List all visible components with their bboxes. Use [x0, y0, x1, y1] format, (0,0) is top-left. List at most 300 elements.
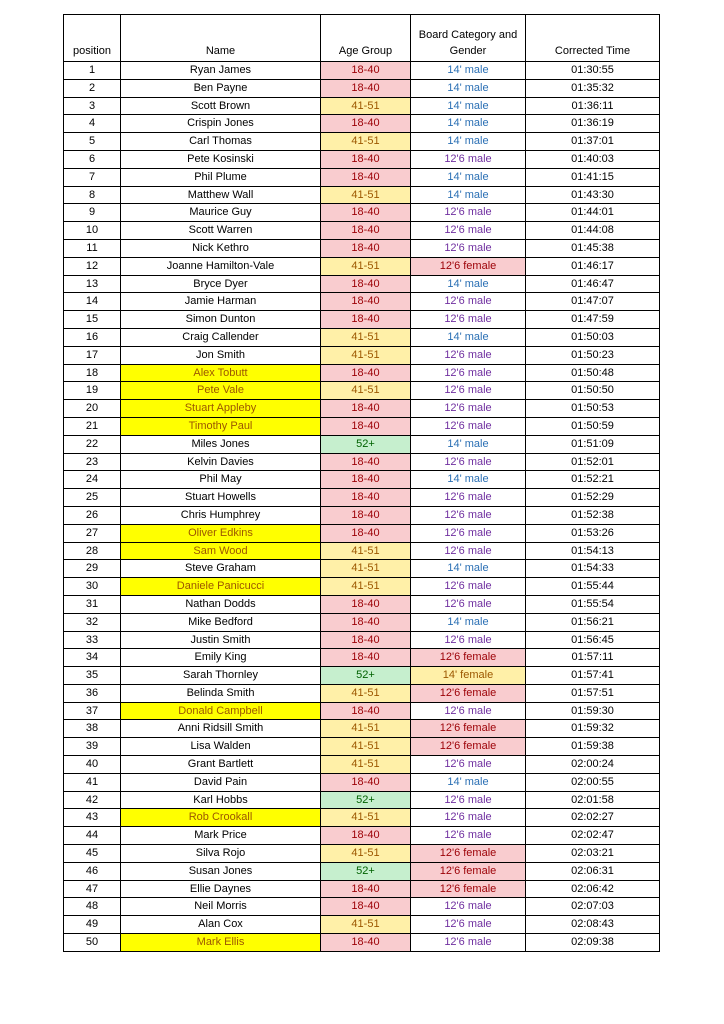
board-category-cell: 12'6 male	[411, 400, 526, 418]
board-category-cell: 14' male	[411, 275, 526, 293]
age-group-cell: 41-51	[321, 720, 411, 738]
corrected-time-cell: 01:51:09	[526, 435, 660, 453]
age-group-cell: 18-40	[321, 293, 411, 311]
corrected-time-cell: 01:57:11	[526, 649, 660, 667]
position-cell: 29	[64, 560, 121, 578]
position-cell: 50	[64, 934, 121, 952]
name-cell: Pete Vale	[121, 382, 321, 400]
name-cell: Nick Kethro	[121, 239, 321, 257]
position-cell: 46	[64, 862, 121, 880]
corrected-time-cell: 02:06:31	[526, 862, 660, 880]
table-row	[64, 667, 660, 685]
position-cell: 44	[64, 827, 121, 845]
age-group-cell: 18-40	[321, 631, 411, 649]
table-row	[64, 916, 660, 934]
corrected-time-cell: 01:47:07	[526, 293, 660, 311]
age-group-cell: 41-51	[321, 684, 411, 702]
table-row	[64, 631, 660, 649]
age-group-cell: 18-40	[321, 934, 411, 952]
board-category-cell: 12'6 male	[411, 542, 526, 560]
board-category-cell: 12'6 male	[411, 702, 526, 720]
corrected-time-cell: 01:59:38	[526, 738, 660, 756]
board-category-cell: 14' male	[411, 560, 526, 578]
board-category-cell: 12'6 male	[411, 898, 526, 916]
name-cell: Justin Smith	[121, 631, 321, 649]
corrected-time-cell: 01:50:23	[526, 346, 660, 364]
header-age-group: Age Group	[321, 15, 411, 62]
position-cell: 12	[64, 257, 121, 275]
position-cell: 41	[64, 773, 121, 791]
name-cell: Belinda Smith	[121, 684, 321, 702]
age-group-cell: 18-40	[321, 168, 411, 186]
name-cell: Grant Bartlett	[121, 756, 321, 774]
position-cell: 33	[64, 631, 121, 649]
table-row	[64, 257, 660, 275]
corrected-time-cell: 02:08:43	[526, 916, 660, 934]
corrected-time-cell: 01:40:03	[526, 150, 660, 168]
corrected-time-cell: 01:50:50	[526, 382, 660, 400]
age-group-cell: 18-40	[321, 898, 411, 916]
header-name: Name	[121, 15, 321, 62]
corrected-time-cell: 01:30:55	[526, 62, 660, 80]
name-cell: Phil Plume	[121, 168, 321, 186]
age-group-cell: 18-40	[321, 150, 411, 168]
board-category-cell: 14' female	[411, 667, 526, 685]
board-category-cell: 12'6 female	[411, 845, 526, 863]
corrected-time-cell: 02:03:21	[526, 845, 660, 863]
age-group-cell: 18-40	[321, 471, 411, 489]
age-group-cell: 18-40	[321, 239, 411, 257]
position-cell: 14	[64, 293, 121, 311]
corrected-time-cell: 01:55:44	[526, 578, 660, 596]
position-cell: 20	[64, 400, 121, 418]
board-category-cell: 14' male	[411, 133, 526, 151]
name-cell: Karl Hobbs	[121, 791, 321, 809]
name-cell: Donald Campbell	[121, 702, 321, 720]
corrected-time-cell: 01:52:01	[526, 453, 660, 471]
board-category-cell: 14' male	[411, 435, 526, 453]
table-row	[64, 471, 660, 489]
age-group-cell: 18-40	[321, 453, 411, 471]
table-row	[64, 684, 660, 702]
board-category-cell: 12'6 male	[411, 204, 526, 222]
table-row	[64, 595, 660, 613]
header-corrected-time: Corrected Time	[526, 15, 660, 62]
position-cell: 3	[64, 97, 121, 115]
name-cell: Susan Jones	[121, 862, 321, 880]
position-cell: 45	[64, 845, 121, 863]
board-category-cell: 12'6 female	[411, 880, 526, 898]
board-category-cell: 14' male	[411, 328, 526, 346]
board-category-cell: 12'6 male	[411, 311, 526, 329]
name-cell: Oliver Edkins	[121, 524, 321, 542]
age-group-cell: 41-51	[321, 756, 411, 774]
position-cell: 35	[64, 667, 121, 685]
corrected-time-cell: 02:01:58	[526, 791, 660, 809]
name-cell: Kelvin Davies	[121, 453, 321, 471]
name-cell: Anni Ridsill Smith	[121, 720, 321, 738]
name-cell: Sam Wood	[121, 542, 321, 560]
position-cell: 47	[64, 880, 121, 898]
board-category-cell: 14' male	[411, 613, 526, 631]
position-cell: 27	[64, 524, 121, 542]
corrected-time-cell: 01:44:08	[526, 222, 660, 240]
table-row	[64, 862, 660, 880]
table-row	[64, 133, 660, 151]
position-cell: 21	[64, 417, 121, 435]
table-row	[64, 435, 660, 453]
board-category-cell: 12'6 male	[411, 293, 526, 311]
age-group-cell: 41-51	[321, 257, 411, 275]
table-row	[64, 898, 660, 916]
position-cell: 17	[64, 346, 121, 364]
name-cell: Phil May	[121, 471, 321, 489]
corrected-time-cell: 01:46:17	[526, 257, 660, 275]
age-group-cell: 52+	[321, 862, 411, 880]
age-group-cell: 18-40	[321, 880, 411, 898]
header-board-category-line2: Gender	[449, 45, 487, 57]
table-row	[64, 293, 660, 311]
table-header	[64, 15, 660, 62]
position-cell: 37	[64, 702, 121, 720]
position-cell: 22	[64, 435, 121, 453]
corrected-time-cell: 01:50:03	[526, 328, 660, 346]
table-row	[64, 560, 660, 578]
corrected-time-cell: 01:41:15	[526, 168, 660, 186]
age-group-cell: 18-40	[321, 417, 411, 435]
corrected-time-cell: 01:52:38	[526, 506, 660, 524]
age-group-cell: 18-40	[321, 524, 411, 542]
name-cell: Matthew Wall	[121, 186, 321, 204]
table-row	[64, 97, 660, 115]
name-cell: Lisa Walden	[121, 738, 321, 756]
corrected-time-cell: 01:36:19	[526, 115, 660, 133]
position-cell: 25	[64, 489, 121, 507]
name-cell: Ryan James	[121, 62, 321, 80]
table-row	[64, 738, 660, 756]
position-cell: 39	[64, 738, 121, 756]
age-group-cell: 18-40	[321, 62, 411, 80]
board-category-cell: 12'6 female	[411, 649, 526, 667]
position-cell: 2	[64, 79, 121, 97]
table-row	[64, 400, 660, 418]
position-cell: 18	[64, 364, 121, 382]
board-category-cell: 14' male	[411, 471, 526, 489]
board-category-cell: 12'6 male	[411, 222, 526, 240]
header-board-category	[411, 15, 526, 62]
header-position: position	[64, 15, 121, 62]
table-row	[64, 239, 660, 257]
board-category-cell: 12'6 male	[411, 150, 526, 168]
corrected-time-cell: 01:57:51	[526, 684, 660, 702]
table-row	[64, 578, 660, 596]
age-group-cell: 18-40	[321, 489, 411, 507]
name-cell: Joanne Hamilton-Vale	[121, 257, 321, 275]
age-group-cell: 41-51	[321, 809, 411, 827]
board-category-cell: 12'6 male	[411, 506, 526, 524]
board-category-cell: 12'6 male	[411, 239, 526, 257]
age-group-cell: 18-40	[321, 364, 411, 382]
table-row	[64, 204, 660, 222]
name-cell: David Pain	[121, 773, 321, 791]
age-group-cell: 41-51	[321, 186, 411, 204]
board-category-cell: 12'6 male	[411, 346, 526, 364]
corrected-time-cell: 01:43:30	[526, 186, 660, 204]
corrected-time-cell: 01:36:11	[526, 97, 660, 115]
age-group-cell: 52+	[321, 791, 411, 809]
name-cell: Rob Crookall	[121, 809, 321, 827]
board-category-cell: 12'6 male	[411, 595, 526, 613]
table-row	[64, 756, 660, 774]
age-group-cell: 52+	[321, 667, 411, 685]
board-category-cell: 14' male	[411, 79, 526, 97]
name-cell: Emily King	[121, 649, 321, 667]
age-group-cell: 18-40	[321, 79, 411, 97]
board-category-cell: 12'6 male	[411, 756, 526, 774]
corrected-time-cell: 02:09:38	[526, 934, 660, 952]
name-cell: Ben Payne	[121, 79, 321, 97]
table-row	[64, 649, 660, 667]
table-row	[64, 489, 660, 507]
position-cell: 32	[64, 613, 121, 631]
age-group-cell: 41-51	[321, 346, 411, 364]
table-row	[64, 115, 660, 133]
board-category-cell: 14' male	[411, 115, 526, 133]
age-group-cell: 18-40	[321, 222, 411, 240]
table-row	[64, 524, 660, 542]
name-cell: Carl Thomas	[121, 133, 321, 151]
board-category-cell: 12'6 female	[411, 862, 526, 880]
position-cell: 40	[64, 756, 121, 774]
name-cell: Alan Cox	[121, 916, 321, 934]
name-cell: Crispin Jones	[121, 115, 321, 133]
position-cell: 31	[64, 595, 121, 613]
table-row	[64, 168, 660, 186]
name-cell: Timothy Paul	[121, 417, 321, 435]
corrected-time-cell: 01:54:33	[526, 560, 660, 578]
name-cell: Jamie Harman	[121, 293, 321, 311]
name-cell: Silva Rojo	[121, 845, 321, 863]
position-cell: 24	[64, 471, 121, 489]
table-row	[64, 417, 660, 435]
name-cell: Stuart Appleby	[121, 400, 321, 418]
position-cell: 19	[64, 382, 121, 400]
table-row	[64, 382, 660, 400]
position-cell: 9	[64, 204, 121, 222]
table-row	[64, 773, 660, 791]
board-category-cell: 12'6 female	[411, 738, 526, 756]
board-category-cell: 12'6 male	[411, 453, 526, 471]
corrected-time-cell: 02:02:27	[526, 809, 660, 827]
board-category-cell: 12'6 male	[411, 916, 526, 934]
age-group-cell: 41-51	[321, 738, 411, 756]
table-body	[64, 62, 660, 952]
table-row	[64, 222, 660, 240]
age-group-cell: 18-40	[321, 595, 411, 613]
board-category-cell: 12'6 male	[411, 489, 526, 507]
position-cell: 36	[64, 684, 121, 702]
table-row	[64, 346, 660, 364]
table-row	[64, 791, 660, 809]
name-cell: Scott Warren	[121, 222, 321, 240]
corrected-time-cell: 01:50:59	[526, 417, 660, 435]
board-category-cell: 12'6 female	[411, 684, 526, 702]
age-group-cell: 18-40	[321, 115, 411, 133]
corrected-time-cell: 01:52:29	[526, 489, 660, 507]
name-cell: Mike Bedford	[121, 613, 321, 631]
name-cell: Steve Graham	[121, 560, 321, 578]
corrected-time-cell: 01:35:32	[526, 79, 660, 97]
name-cell: Pete Kosinski	[121, 150, 321, 168]
age-group-cell: 18-40	[321, 773, 411, 791]
table-row	[64, 186, 660, 204]
table-row	[64, 150, 660, 168]
name-cell: Stuart Howells	[121, 489, 321, 507]
corrected-time-cell: 01:45:38	[526, 239, 660, 257]
position-cell: 23	[64, 453, 121, 471]
age-group-cell: 18-40	[321, 827, 411, 845]
name-cell: Nathan Dodds	[121, 595, 321, 613]
table-row	[64, 62, 660, 80]
name-cell: Mark Price	[121, 827, 321, 845]
name-cell: Craig Callender	[121, 328, 321, 346]
corrected-time-cell: 02:02:47	[526, 827, 660, 845]
corrected-time-cell: 02:00:55	[526, 773, 660, 791]
age-group-cell: 18-40	[321, 506, 411, 524]
age-group-cell: 41-51	[321, 845, 411, 863]
position-cell: 15	[64, 311, 121, 329]
name-cell: Mark Ellis	[121, 934, 321, 952]
name-cell: Ellie Daynes	[121, 880, 321, 898]
table-row	[64, 542, 660, 560]
table-row	[64, 880, 660, 898]
position-cell: 11	[64, 239, 121, 257]
corrected-time-cell: 01:54:13	[526, 542, 660, 560]
position-cell: 16	[64, 328, 121, 346]
corrected-time-cell: 01:59:30	[526, 702, 660, 720]
position-cell: 5	[64, 133, 121, 151]
age-group-cell: 18-40	[321, 275, 411, 293]
table-row	[64, 845, 660, 863]
name-cell: Miles Jones	[121, 435, 321, 453]
age-group-cell: 18-40	[321, 649, 411, 667]
age-group-cell: 18-40	[321, 702, 411, 720]
corrected-time-cell: 02:00:24	[526, 756, 660, 774]
corrected-time-cell: 02:07:03	[526, 898, 660, 916]
corrected-time-cell: 01:55:54	[526, 595, 660, 613]
table-row	[64, 720, 660, 738]
name-cell: Sarah Thornley	[121, 667, 321, 685]
position-cell: 34	[64, 649, 121, 667]
board-category-cell: 14' male	[411, 186, 526, 204]
table-row	[64, 453, 660, 471]
name-cell: Bryce Dyer	[121, 275, 321, 293]
results-table	[63, 14, 660, 952]
corrected-time-cell: 01:46:47	[526, 275, 660, 293]
board-category-cell: 14' male	[411, 97, 526, 115]
name-cell: Neil Morris	[121, 898, 321, 916]
age-group-cell: 41-51	[321, 382, 411, 400]
position-cell: 7	[64, 168, 121, 186]
board-category-cell: 12'6 male	[411, 809, 526, 827]
board-category-cell: 12'6 male	[411, 578, 526, 596]
board-category-cell: 14' male	[411, 62, 526, 80]
table-row	[64, 311, 660, 329]
position-cell: 8	[64, 186, 121, 204]
board-category-cell: 12'6 female	[411, 720, 526, 738]
name-cell: Chris Humphrey	[121, 506, 321, 524]
age-group-cell: 18-40	[321, 311, 411, 329]
corrected-time-cell: 01:44:01	[526, 204, 660, 222]
table-row	[64, 827, 660, 845]
position-cell: 49	[64, 916, 121, 934]
table-row	[64, 364, 660, 382]
age-group-cell: 52+	[321, 435, 411, 453]
position-cell: 30	[64, 578, 121, 596]
board-category-cell: 12'6 male	[411, 524, 526, 542]
corrected-time-cell: 01:59:32	[526, 720, 660, 738]
name-cell: Scott Brown	[121, 97, 321, 115]
position-cell: 43	[64, 809, 121, 827]
position-cell: 42	[64, 791, 121, 809]
name-cell: Maurice Guy	[121, 204, 321, 222]
table-row	[64, 702, 660, 720]
corrected-time-cell: 01:57:41	[526, 667, 660, 685]
header-row	[64, 15, 660, 62]
position-cell: 10	[64, 222, 121, 240]
board-category-cell: 12'6 female	[411, 257, 526, 275]
position-cell: 4	[64, 115, 121, 133]
table-row	[64, 809, 660, 827]
board-category-cell: 12'6 male	[411, 791, 526, 809]
table-row	[64, 79, 660, 97]
position-cell: 48	[64, 898, 121, 916]
table-row	[64, 328, 660, 346]
position-cell: 6	[64, 150, 121, 168]
board-category-cell: 12'6 male	[411, 364, 526, 382]
board-category-cell: 12'6 male	[411, 827, 526, 845]
position-cell: 26	[64, 506, 121, 524]
corrected-time-cell: 01:37:01	[526, 133, 660, 151]
board-category-cell: 12'6 male	[411, 934, 526, 952]
age-group-cell: 41-51	[321, 133, 411, 151]
board-category-cell: 14' male	[411, 773, 526, 791]
position-cell: 28	[64, 542, 121, 560]
age-group-cell: 41-51	[321, 916, 411, 934]
corrected-time-cell: 01:56:21	[526, 613, 660, 631]
corrected-time-cell: 01:56:45	[526, 631, 660, 649]
name-cell: Alex Tobutt	[121, 364, 321, 382]
age-group-cell: 41-51	[321, 542, 411, 560]
corrected-time-cell: 01:50:48	[526, 364, 660, 382]
table-row	[64, 275, 660, 293]
age-group-cell: 18-40	[321, 613, 411, 631]
name-cell: Daniele Panicucci	[121, 578, 321, 596]
age-group-cell: 41-51	[321, 97, 411, 115]
table-row	[64, 613, 660, 631]
age-group-cell: 41-51	[321, 328, 411, 346]
board-category-cell: 12'6 male	[411, 382, 526, 400]
corrected-time-cell: 01:50:53	[526, 400, 660, 418]
board-category-cell: 12'6 male	[411, 631, 526, 649]
position-cell: 1	[64, 62, 121, 80]
age-group-cell: 18-40	[321, 400, 411, 418]
age-group-cell: 41-51	[321, 578, 411, 596]
board-category-cell: 14' male	[411, 168, 526, 186]
table-row	[64, 506, 660, 524]
board-category-cell: 12'6 male	[411, 417, 526, 435]
name-cell: Simon Dunton	[121, 311, 321, 329]
